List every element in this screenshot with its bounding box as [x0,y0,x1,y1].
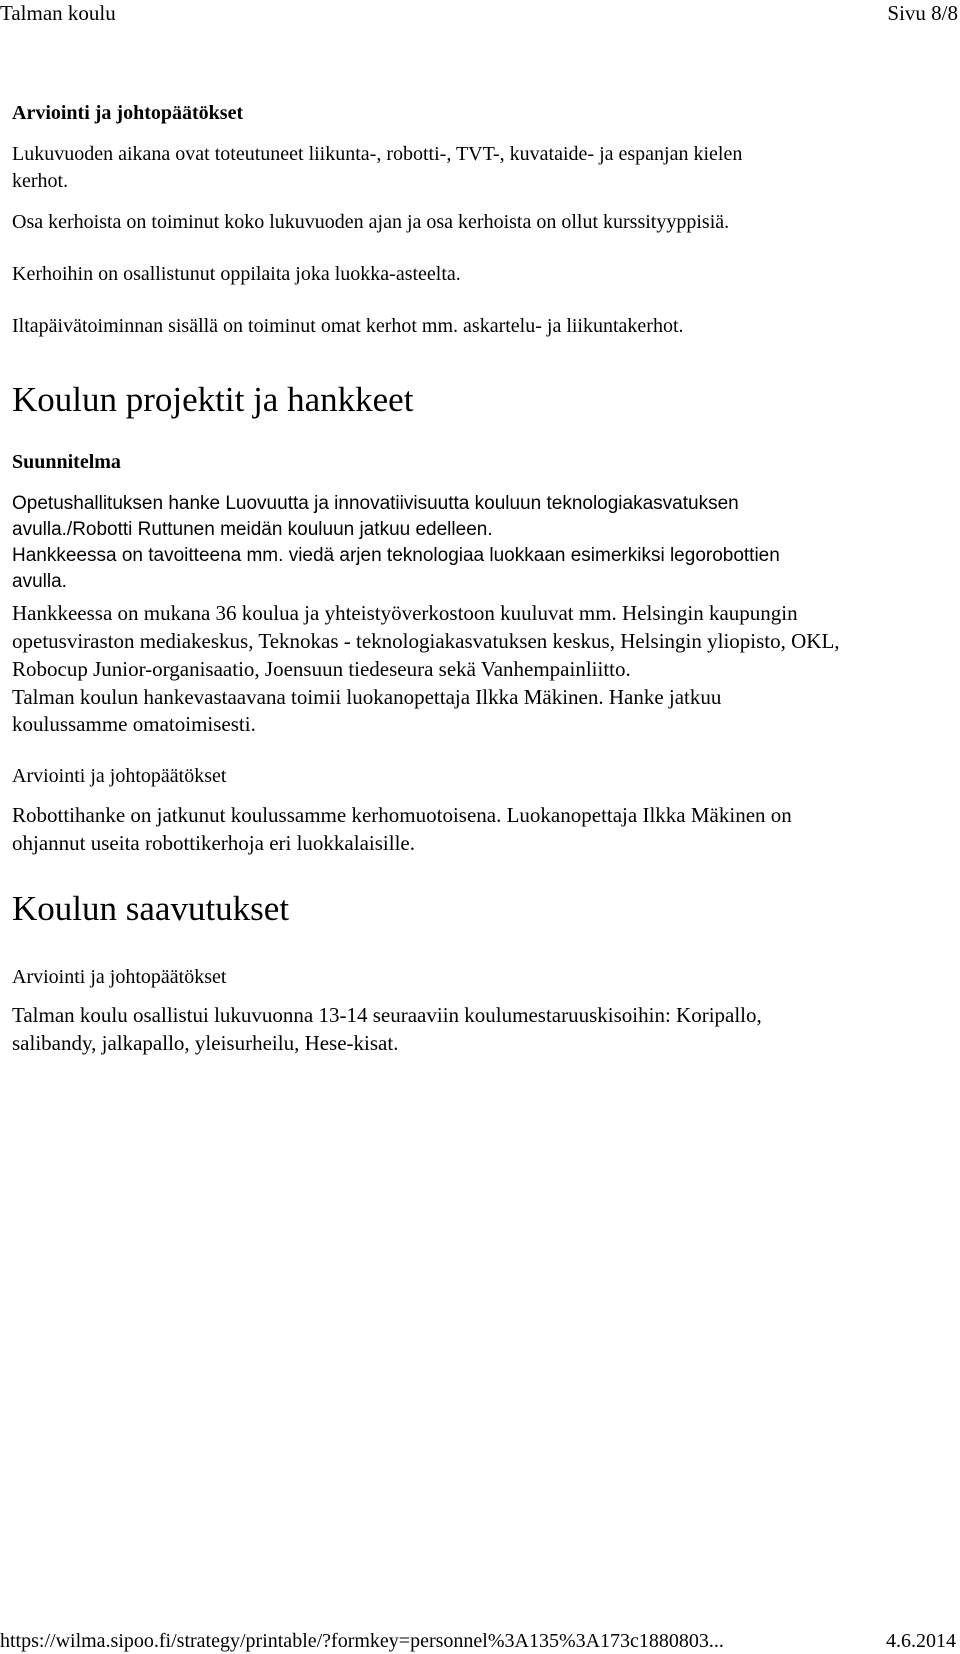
section-heading-evaluation: Arviointi ja johtopäätökset [12,102,244,124]
paragraph-line: Opetushallituksen hanke Luovuutta ja innovatiivisuutta kouluun teknologiakasvatuksen [12,493,739,514]
paragraph-line: Lukuvuoden aikana ovat toteutuneet liikunta-, robotti-, TVT-, kuvataide- ja espanjan kielen [12,143,743,165]
paragraph-line: avulla./Robotti Ruttunen meidän kouluun jatkuu edelleen. [12,519,493,540]
paragraph-line: koulussamme omatoimisesti. [12,712,256,736]
paragraph-line: ohjannut useita robottikerhoja eri luokkalaisille. [12,831,415,855]
paragraph-line: Robottihanke on jatkunut koulussamme kerhomuotoisena. Luokanopettaja Ilkka Mäkinen on [12,803,792,827]
paragraph-line: Hankkeessa on tavoitteena mm. viedä arjen teknologiaa luokkaan esimerkiksi legorobottien [12,545,780,566]
paragraph-line: Robocup Junior-organisaatio, Joensuun tiedeseura sekä Vanhempainliitto. [12,657,631,681]
paragraph-line: kerhot. [12,170,69,192]
paragraph-line: Osa kerhoista on toiminut koko lukuvuoden ajan ja osa kerhoista on ollut kurssityyppisiä. [12,211,730,233]
page-number: Sivu 8/8 [887,1,958,25]
footer-url: https://wilma.sipoo.fi/strategy/printable/?formkey=personnel%3A135%3A173c1880803... [0,1630,724,1652]
paragraph-line: salibandy, jalkapallo, yleisurheilu, Hese-kisat. [12,1031,399,1055]
paragraph-line: Hankkeessa on mukana 36 koulua ja yhteistyöverkostoon kuuluvat mm. Helsingin kaupungin [12,601,798,625]
footer-date: 4.6.2014 [886,1630,956,1652]
subheading-plan: Suunnitelma [12,451,121,473]
subheading-evaluation: Arviointi ja johtopäätökset [12,765,227,787]
paragraph-line: Kerhoihin on osallistunut oppilaita joka luokka-asteelta. [12,263,461,285]
paragraph-line: avulla. [12,571,67,592]
paragraph-line: Talman koulun hankevastaavana toimii luokanopettaja Ilkka Mäkinen. Hanke jatkuu [12,685,722,709]
page-header-school: Talman koulu [0,1,116,25]
paragraph-line: Talman koulu osallistui lukuvuonna 13-14 seuraaviin koulumestaruuskisoihin: Koripallo, [12,1003,762,1027]
section-title-achievements: Koulun saavutukset [12,889,290,928]
paragraph-line: Iltapäivätoiminnan sisällä on toiminut omat kerhot mm. askartelu- ja liikuntakerhot. [12,315,684,337]
section-title-projects: Koulun projektit ja hankkeet [12,380,414,419]
paragraph-line: opetusviraston mediakeskus, Teknokas - teknologiakasvatuksen keskus, Helsingin yliopisto, OKL, [12,629,840,653]
subheading-evaluation: Arviointi ja johtopäätökset [12,966,227,988]
